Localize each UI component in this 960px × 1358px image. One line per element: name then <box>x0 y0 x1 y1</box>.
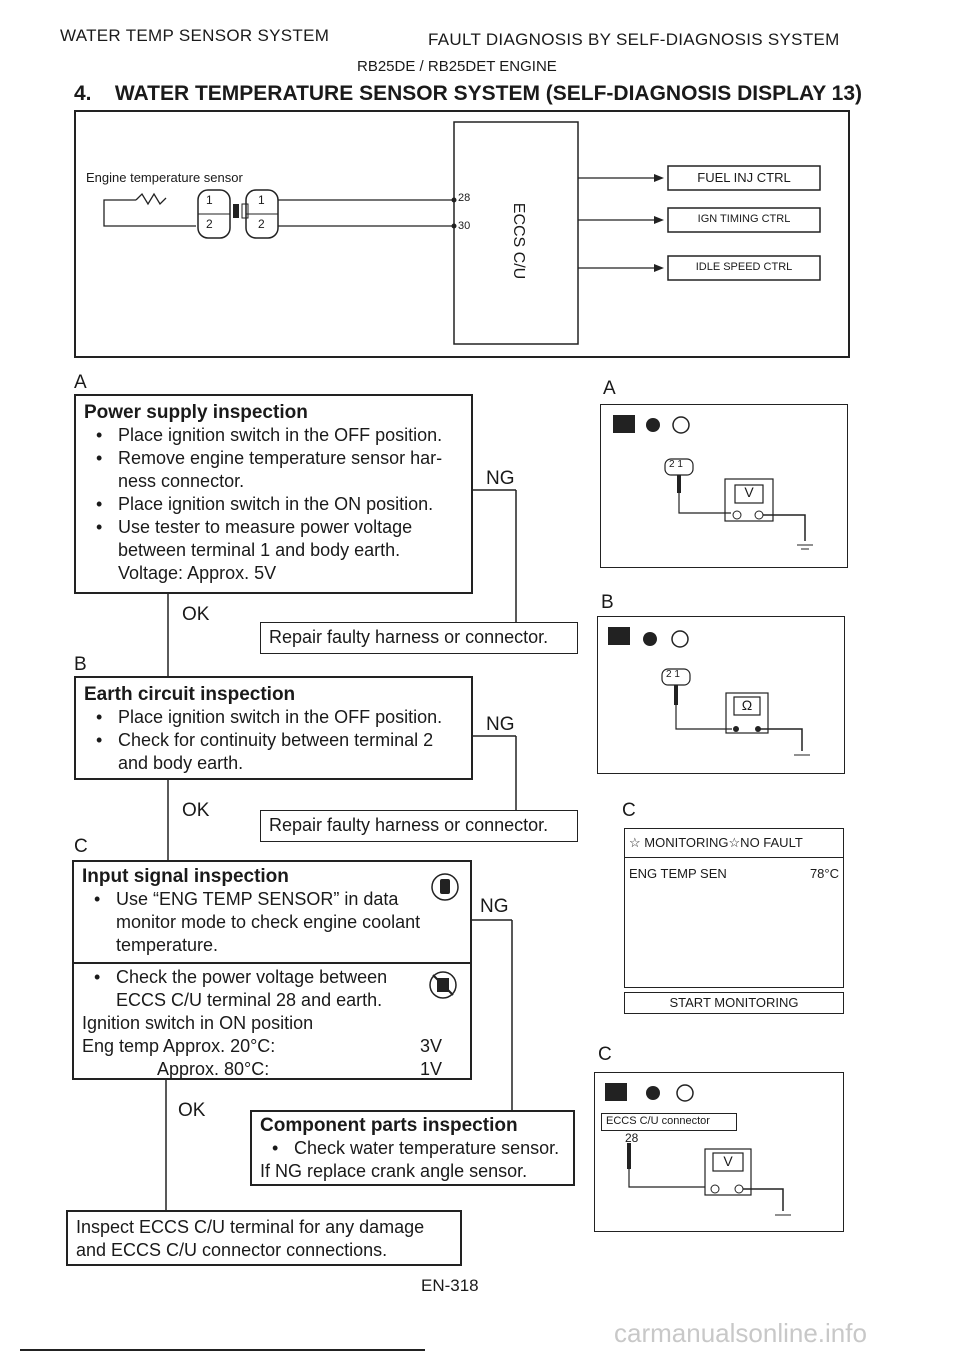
conn2-pin-2: 2 <box>258 217 265 231</box>
step-a-repair: Repair faulty harness or connector. <box>269 627 549 647</box>
side-b-letter: B <box>601 592 614 613</box>
step-b-repair-box <box>260 810 578 842</box>
output-idle-speed: IDLE SPEED CTRL <box>695 261 793 273</box>
header-sub: RB25DE / RB25DET ENGINE <box>357 58 557 75</box>
watermark: carmanualsonline.info <box>614 1318 867 1348</box>
output-fuel-inj: FUEL INJ CTRL <box>697 170 791 185</box>
c2-connector-label-box <box>601 1113 737 1131</box>
step-a-ok: OK <box>182 604 210 625</box>
step-b-bullet-1: • Place ignition switch in the OFF position. <box>84 706 463 729</box>
component-bullet: • Check water temperature sensor. <box>260 1137 565 1160</box>
start-monitoring-label: START MONITORING <box>669 995 799 1010</box>
component-box <box>250 1110 575 1186</box>
page-number: EN-318 <box>421 1276 479 1295</box>
step-a-box <box>74 394 473 594</box>
step-a-voltage: Voltage: Approx. 5V <box>118 563 277 583</box>
step-c-line-2-value: 3V <box>420 1036 443 1056</box>
component-title: Component parts inspection <box>260 1115 518 1136</box>
start-monitoring-button[interactable] <box>624 992 844 1014</box>
side-a-pins: 2 1 <box>669 459 683 470</box>
step-b-title: Earth circuit inspection <box>84 684 296 705</box>
conn1-pin-1: 1 <box>206 193 213 207</box>
step-c-ok: OK <box>178 1100 206 1121</box>
monitor-header: ☆ MONITORING☆NO FAULT <box>625 829 843 858</box>
step-b-box <box>74 676 473 780</box>
step-b-letter: B <box>74 654 87 675</box>
side-a-letter: A <box>603 378 616 399</box>
consult-icon <box>430 872 460 902</box>
step-c-ng: NG <box>480 896 509 917</box>
section-title: 4. WATER TEMPERATURE SENSOR SYSTEM (SELF-DIAGNOSIS DISPLAY 13) <box>74 82 863 105</box>
monitor-value: 78°C <box>809 866 839 881</box>
conn2-pin-1: 1 <box>258 193 265 207</box>
component-line: If NG replace crank angle sensor. <box>260 1161 528 1181</box>
c2-meter: V <box>723 1153 733 1169</box>
step-a-ng: NG <box>486 468 515 489</box>
c2-connector-label: ECCS C/U connector <box>606 1115 710 1127</box>
footer-rule <box>20 1349 425 1351</box>
step-c-bullet-2: • Check the power voltage between ECCS C/U terminal 28 and earth. <box>82 966 462 1012</box>
side-a-meter: V <box>744 484 754 500</box>
output-ign-timing: IGN TIMING CTRL <box>697 213 791 225</box>
step-a-repair-box <box>260 622 578 654</box>
side-c2-letter: C <box>598 1044 612 1065</box>
step-c-line-1: Ignition switch in ON position <box>82 1013 314 1033</box>
step-c-line-3-value: 1V <box>420 1059 443 1079</box>
step-b-bullet-2: • Check for continuity between terminal 2 and body earth. <box>84 729 463 775</box>
pin-28: 28 <box>458 192 471 204</box>
ecu-label: ECCS C/U <box>510 202 527 280</box>
side-b-pins: 2 1 <box>666 669 680 680</box>
side-b-panel <box>597 616 845 774</box>
step-a-bullet-2: • Remove engine temperature sensor har-ness connector. <box>84 447 463 493</box>
step-a-letter: A <box>74 372 87 393</box>
pin-30: 30 <box>458 220 471 232</box>
step-a-title: Power supply inspection <box>84 402 308 423</box>
final-box <box>66 1210 462 1266</box>
c2-pin: 28 <box>625 1131 639 1145</box>
side-a-panel <box>600 404 848 568</box>
step-a-bullet-1: • Place ignition switch in the OFF position. <box>84 424 463 447</box>
step-c-line-2-label: Eng temp Approx. 20°C: <box>82 1036 276 1056</box>
step-c-bullet-1: • Use “ENG TEMP SENSOR” in data monitor mode to check engine coolant temperature. <box>82 888 462 957</box>
header-right: FAULT DIAGNOSIS BY SELF-DIAGNOSIS SYSTEM <box>428 30 840 49</box>
final-text: Inspect ECCS C/U terminal for any damage and ECCS C/U connector connections. <box>76 1217 425 1260</box>
header-left: WATER TEMP SENSOR SYSTEM <box>60 26 330 45</box>
step-b-repair: Repair faulty harness or connector. <box>269 815 549 835</box>
no-consult-icon <box>428 970 458 1000</box>
sensor-label: Engine temperature sensor <box>86 170 243 185</box>
step-b-ng: NG <box>486 714 515 735</box>
side-c2-panel <box>594 1072 844 1232</box>
conn1-pin-2: 2 <box>206 217 213 231</box>
step-a-bullet-3: • Place ignition switch in the ON position. <box>84 493 463 516</box>
step-a-bullet-4: • Use tester to measure power voltage between terminal 1 and body earth. <box>84 516 463 562</box>
monitor-item: ENG TEMP SEN <box>629 866 727 881</box>
step-c-letter: C <box>74 836 88 857</box>
step-c-box <box>72 860 472 1080</box>
step-c-line-3-label: Approx. 80°C: <box>157 1059 270 1079</box>
side-c1-letter: C <box>622 800 636 821</box>
monitor-screen <box>624 828 844 988</box>
side-b-meter: Ω <box>741 697 753 713</box>
step-c-title: Input signal inspection <box>82 866 289 887</box>
step-b-ok: OK <box>182 800 210 821</box>
